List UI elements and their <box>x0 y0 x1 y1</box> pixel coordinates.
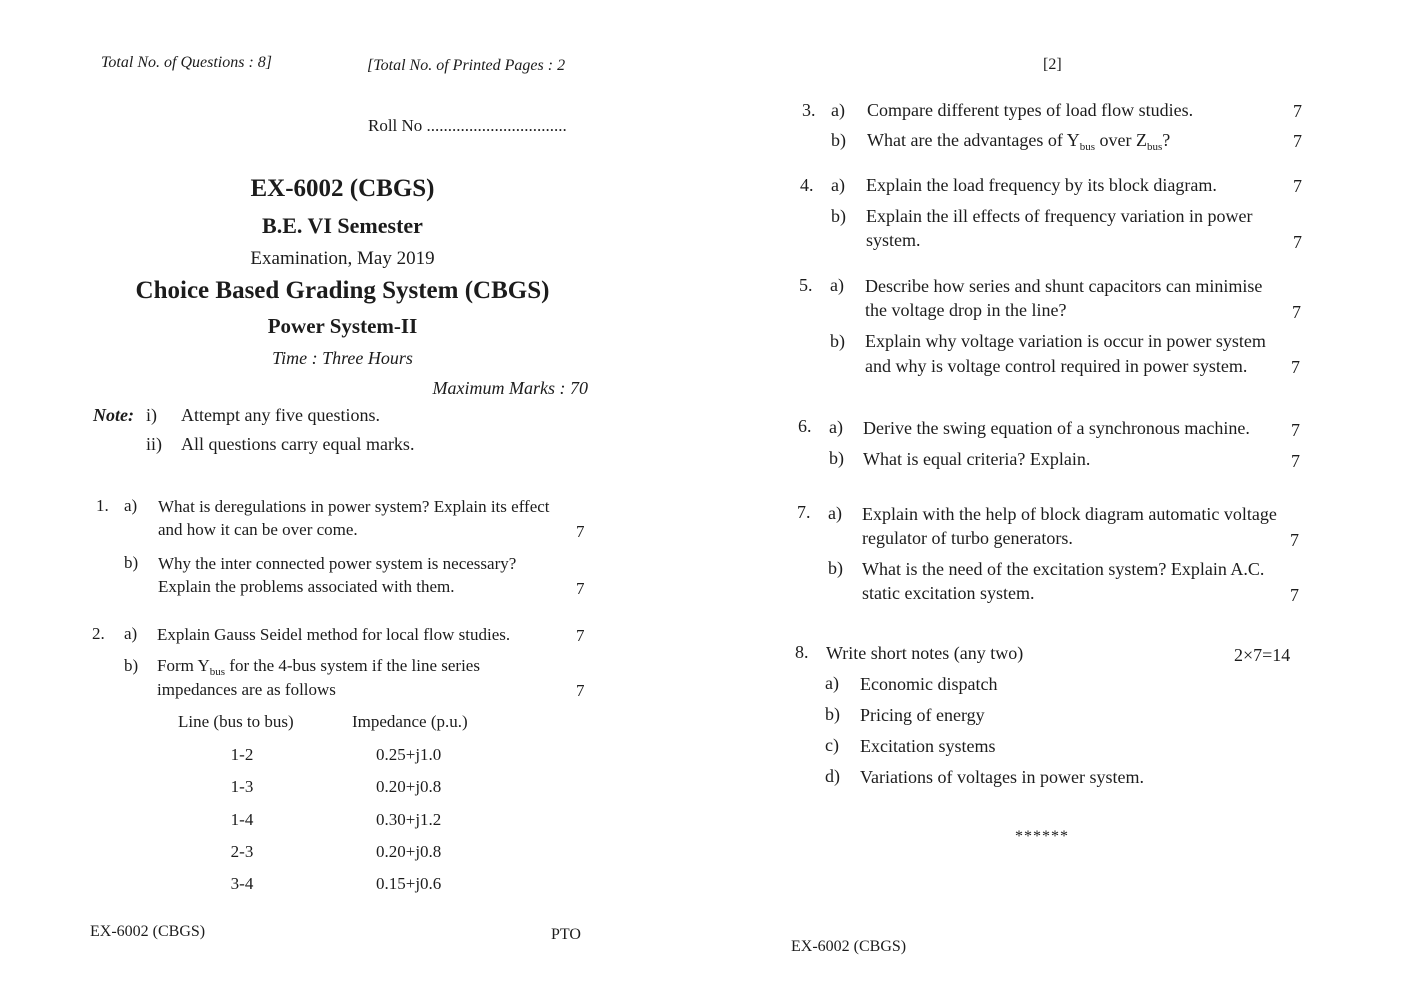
maximum-marks: Maximum Marks : 70 <box>432 378 588 398</box>
q7b-marks: 7 <box>1290 585 1299 605</box>
q1b-marks: 7 <box>576 579 585 598</box>
table-header-line: Line (bus to bus) <box>178 712 294 731</box>
q8-text: Write short notes (any two) <box>826 643 1024 663</box>
q3-number: 3. <box>802 100 816 120</box>
q7a-line1: Explain with the help of block diagram automatic voltage <box>862 504 1277 524</box>
q5b-marks: 7 <box>1291 357 1300 377</box>
left-footer-code: EX-6002 (CBGS) <box>90 923 206 940</box>
q1a-line1: What is deregulations in power system? Explain its effect <box>158 497 550 516</box>
q5a-line2: the voltage drop in the line? <box>865 300 1067 320</box>
q4a-marks: 7 <box>1293 176 1302 196</box>
q4b-line1: Explain the ill effects of frequency variation in power <box>866 206 1253 226</box>
end-of-paper-mark: ****** <box>1015 828 1069 845</box>
q7a-line2: regulator of turbo generators. <box>862 528 1073 548</box>
table-row-impedance: 0.25+j1.0 <box>376 745 442 764</box>
q1a-label: a) <box>124 496 138 515</box>
q8-item-label: d) <box>825 766 840 786</box>
q3b-label: b) <box>831 130 846 150</box>
right-footer-code: EX-6002 (CBGS) <box>791 938 907 955</box>
exam-code: EX-6002 (CBGS) <box>250 175 435 202</box>
q1a-line2: and how it can be over come. <box>158 520 358 539</box>
q5a-label: a) <box>830 275 844 295</box>
q6a-marks: 7 <box>1291 420 1300 440</box>
q7b-line1: What is the need of the excitation system? Explain A.C. <box>862 559 1265 579</box>
q5a-marks: 7 <box>1292 302 1301 322</box>
table-row-line: 3-4 <box>230 874 254 893</box>
q5b-label: b) <box>830 331 845 351</box>
note-i-text: Attempt any five questions. <box>181 405 380 425</box>
table-row-impedance: 0.20+j0.8 <box>376 842 442 861</box>
q4b-label: b) <box>831 206 846 226</box>
subject-title: Power System-II <box>267 314 418 338</box>
total-questions: Total No. of Questions : 8] <box>101 54 272 71</box>
q7b-line2: static excitation system. <box>862 583 1035 603</box>
q7a-label: a) <box>828 503 842 523</box>
q3a-marks: 7 <box>1293 101 1302 121</box>
q2a-text: Explain Gauss Seidel method for local flow studies. <box>157 625 511 644</box>
q4a-label: a) <box>831 175 845 195</box>
q6-number: 6. <box>798 416 812 436</box>
q5-number: 5. <box>799 275 813 295</box>
q8-item-label: c) <box>825 735 839 755</box>
q3a-text: Compare different types of load flow studies. <box>867 100 1194 120</box>
q3b-text: What are the advantages of $Y_{bus}$ over $Z_{bus}$? <box>867 130 1171 153</box>
q8-number: 8. <box>795 642 809 662</box>
q1b-line1: Why the inter connected power system is necessary? <box>158 554 517 573</box>
q2a-marks: 7 <box>576 626 585 645</box>
q4-number: 4. <box>800 175 814 195</box>
table-row-line: 1-3 <box>230 777 254 796</box>
q2b-label: b) <box>124 656 139 675</box>
table-row-impedance: 0.20+j0.8 <box>376 777 442 796</box>
q5b-line1: Explain why voltage variation is occur in power system <box>865 331 1266 351</box>
q6b-text: What is equal criteria? Explain. <box>863 449 1091 469</box>
q8-marks: 2×7=14 <box>1234 645 1291 665</box>
q8-item-label: b) <box>825 704 840 724</box>
note-ii-number: ii) <box>146 434 162 454</box>
q3b-marks: 7 <box>1293 131 1302 151</box>
grading-system: Choice Based Grading System (CBGS) <box>135 277 550 304</box>
q8-item-text: Variations of voltages in power system. <box>860 767 1144 787</box>
q6a-text: Derive the swing equation of a synchronous machine. <box>863 418 1250 438</box>
note-ii-text: All questions carry equal marks. <box>181 434 415 454</box>
note-label: Note: <box>93 405 134 425</box>
roll-no: Roll No ................................. <box>368 116 567 135</box>
q4b-line2: system. <box>866 230 921 250</box>
q8-item-text: Pricing of energy <box>860 705 985 725</box>
q2b-marks: 7 <box>576 681 585 700</box>
exam-time: Time : Three Hours <box>272 348 413 368</box>
q7-number: 7. <box>797 502 811 522</box>
q1a-marks: 7 <box>576 522 585 541</box>
table-row-line: 2-3 <box>230 842 254 861</box>
page-number: [2] <box>1043 56 1062 73</box>
q1-number: 1. <box>96 496 109 515</box>
table-header-impedance: Impedance (p.u.) <box>352 712 468 731</box>
q5b-line2: and why is voltage control required in power system. <box>865 356 1248 376</box>
q8-item-text: Excitation systems <box>860 736 996 756</box>
q6b-marks: 7 <box>1291 451 1300 471</box>
q7b-label: b) <box>828 558 843 578</box>
table-row-impedance: 0.15+j0.6 <box>376 874 442 893</box>
table-row-line: 1-2 <box>230 745 254 764</box>
semester: B.E. VI Semester <box>262 213 423 238</box>
table-row-line: 1-4 <box>230 810 254 829</box>
q5a-line1: Describe how series and shunt capacitors can minimise <box>865 276 1263 296</box>
q2-number: 2. <box>92 624 105 643</box>
q4b-marks: 7 <box>1293 232 1302 252</box>
q8-item-label: a) <box>825 673 839 693</box>
q4a-text: Explain the load frequency by its block diagram. <box>866 175 1217 195</box>
q1b-label: b) <box>124 553 139 572</box>
q7a-marks: 7 <box>1290 530 1299 550</box>
total-pages: [Total No. of Printed Pages : 2 <box>367 57 566 74</box>
pto-label: PTO <box>551 926 581 943</box>
exam-session: Examination, May 2019 <box>250 248 435 269</box>
q8-item-text: Economic dispatch <box>860 674 998 694</box>
table-row-impedance: 0.30+j1.2 <box>376 810 442 829</box>
q2a-label: a) <box>124 624 138 643</box>
q2b-line2: impedances are as follows <box>157 680 336 699</box>
q2b-line1: Form $Y_{bus}$ for the 4-bus system if the line series <box>157 656 480 678</box>
q6a-label: a) <box>829 417 843 437</box>
q1b-line2: Explain the problems associated with them. <box>158 577 455 596</box>
note-i-number: i) <box>146 405 157 425</box>
q3a-label: a) <box>831 100 845 120</box>
q6b-label: b) <box>829 448 844 468</box>
